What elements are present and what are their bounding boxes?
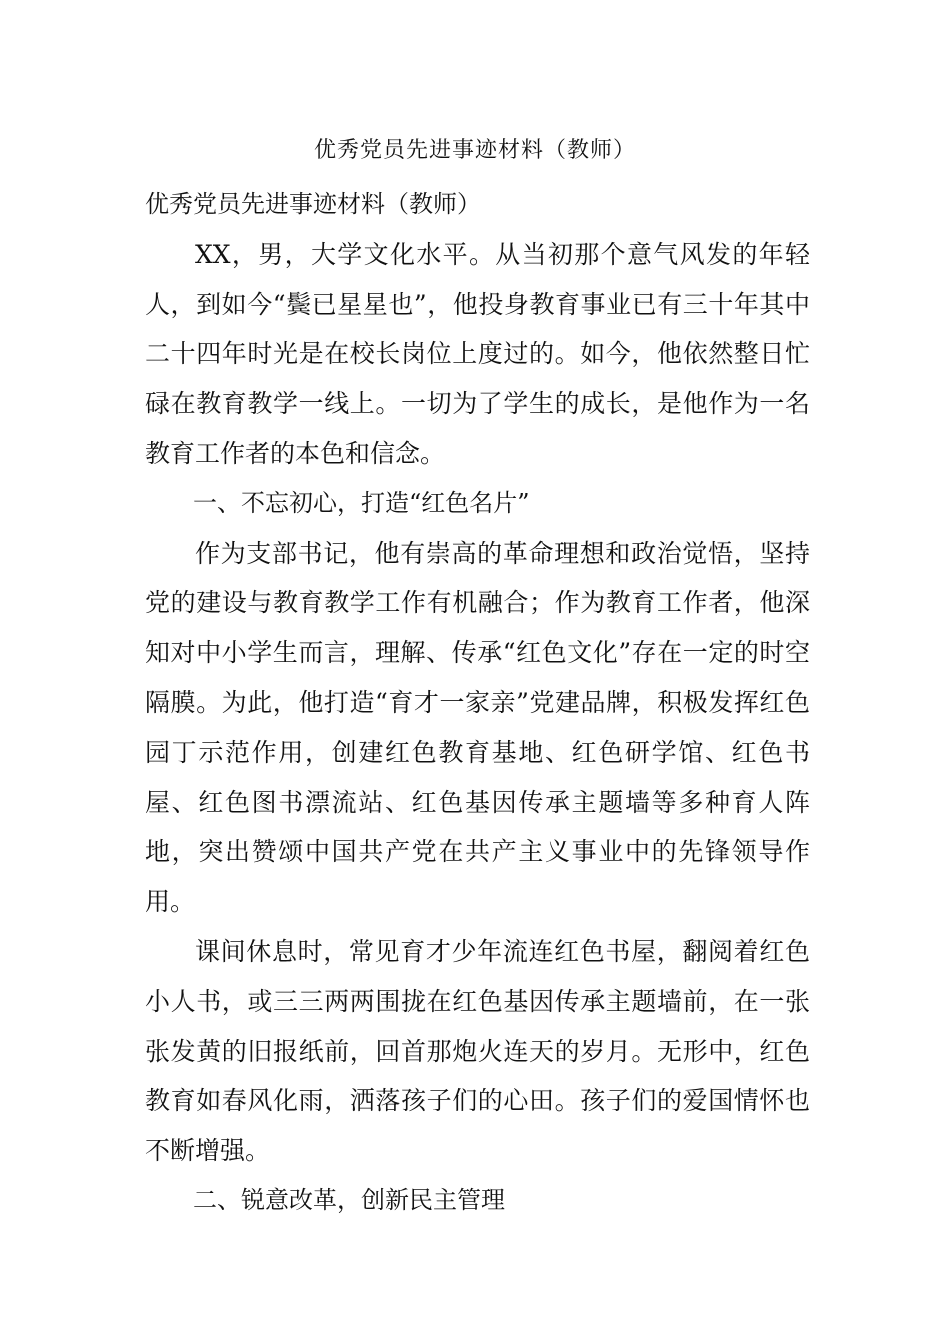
document-subtitle: 优秀党员先进事迹材料（教师） [145,190,481,218]
document-title: 优秀党员先进事迹材料（教师） [313,138,636,163]
section-2-heading: 二、锐意改革，创新民主管理 [193,1185,505,1214]
section-1-paragraph-1: 作为支部书记，他有崇高的革命理想和政治觉悟，坚持党的建设与教育教学工作有机融合；作为教育工作者，他深知对中小学生而言，理解、传承“红色文化”存在一定的时空隔膜。为此，他打造“育才一家亲”党建品牌，积极发挥红色园丁示范作用，创建红色教育基地、红色研学馆、红色书屋、红色图书漂流站、红色基因传承主题墙等多种育人阵地，突出赞颂中国共产党在共产主义事业中的先锋领导作用。 [145,538,810,917]
document-body [145,180,810,1226]
section-1-heading: 一、不忘初心，打造“红色名片” [193,488,530,517]
intro-paragraph: XX，男，大学文化水平。从当初那个意气风发的年轻人，到如今“鬓已星星也”，他投身教育事业已有三十年其中二十四年时光是在校长岗位上度过的。如今，他依然整日忙碌在教育教学一线上。一切为了学生的成长，是他作为一名教育工作者的本色和信念。 [145,239,810,468]
section-1-paragraph-2: 课间休息时，常见育才少年流连红色书屋，翻阅着红色小人书，或三三两两围拢在红色基因传承主题墙前，在一张张发黄的旧报纸前，回首那炮火连天的岁月。无形中，红色教育如春风化雨，洒落孩子们的心田。孩子们的爱国情怀也不断增强。 [145,936,810,1166]
